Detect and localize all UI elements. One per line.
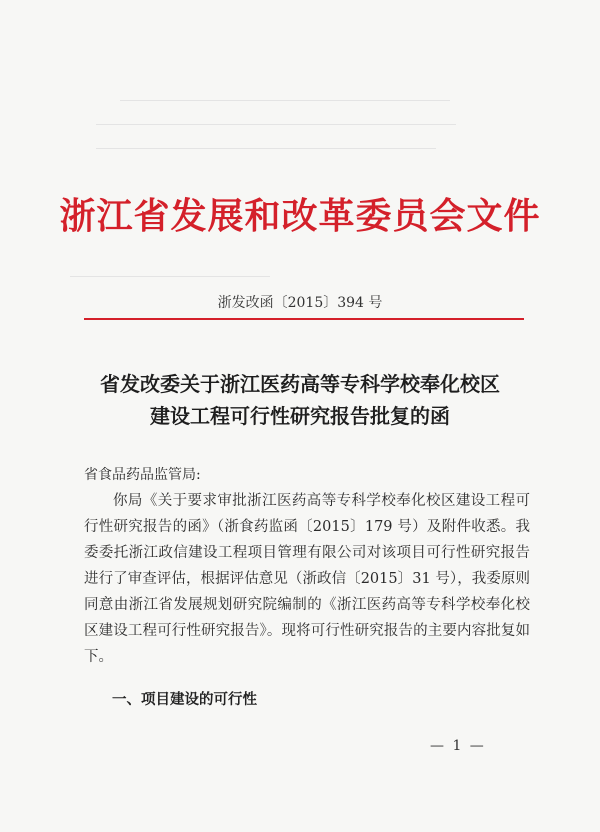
bleed-through-line <box>70 276 270 277</box>
bleed-through-line <box>120 100 450 101</box>
bleed-through-line <box>96 148 436 149</box>
letter-title-line-2: 建设工程可行性研究报告批复的函 <box>150 404 450 428</box>
document-header-title: 浙江省发展和改革委员会文件 <box>59 195 541 237</box>
page-number: — 1 — <box>430 738 486 754</box>
body-paragraph: 你局《关于要求审批浙江医药高等专科学校奉化校区建设工程可行性研究报告的函》（浙食药监函〔2015〕179 号）及附件收悉。我委委托浙江政信建设工程项目管理有限公司对该项目可行性研究报告进行了审查评估，根据评估意见（浙政信〔2015〕31 号），我委原则同意由浙江省发展规划研究院编制的《浙江医药高等专科学校奉化校区建设工程可行性研究报告》。现将可行性研究报告的主要内容批复如下。 <box>84 493 530 665</box>
section-heading: 一、项目建设的可行性 <box>112 691 257 708</box>
document-number: 浙发改函〔2015〕394 号 <box>217 295 383 311</box>
letter-title <box>40 368 560 432</box>
letter-title-line-1: 省发改委关于浙江医药高等专科学校奉化校区 <box>100 372 500 396</box>
recipient: 省食品药品监管局: <box>84 467 201 483</box>
red-divider-line <box>84 318 524 320</box>
bleed-through-line <box>96 124 456 125</box>
